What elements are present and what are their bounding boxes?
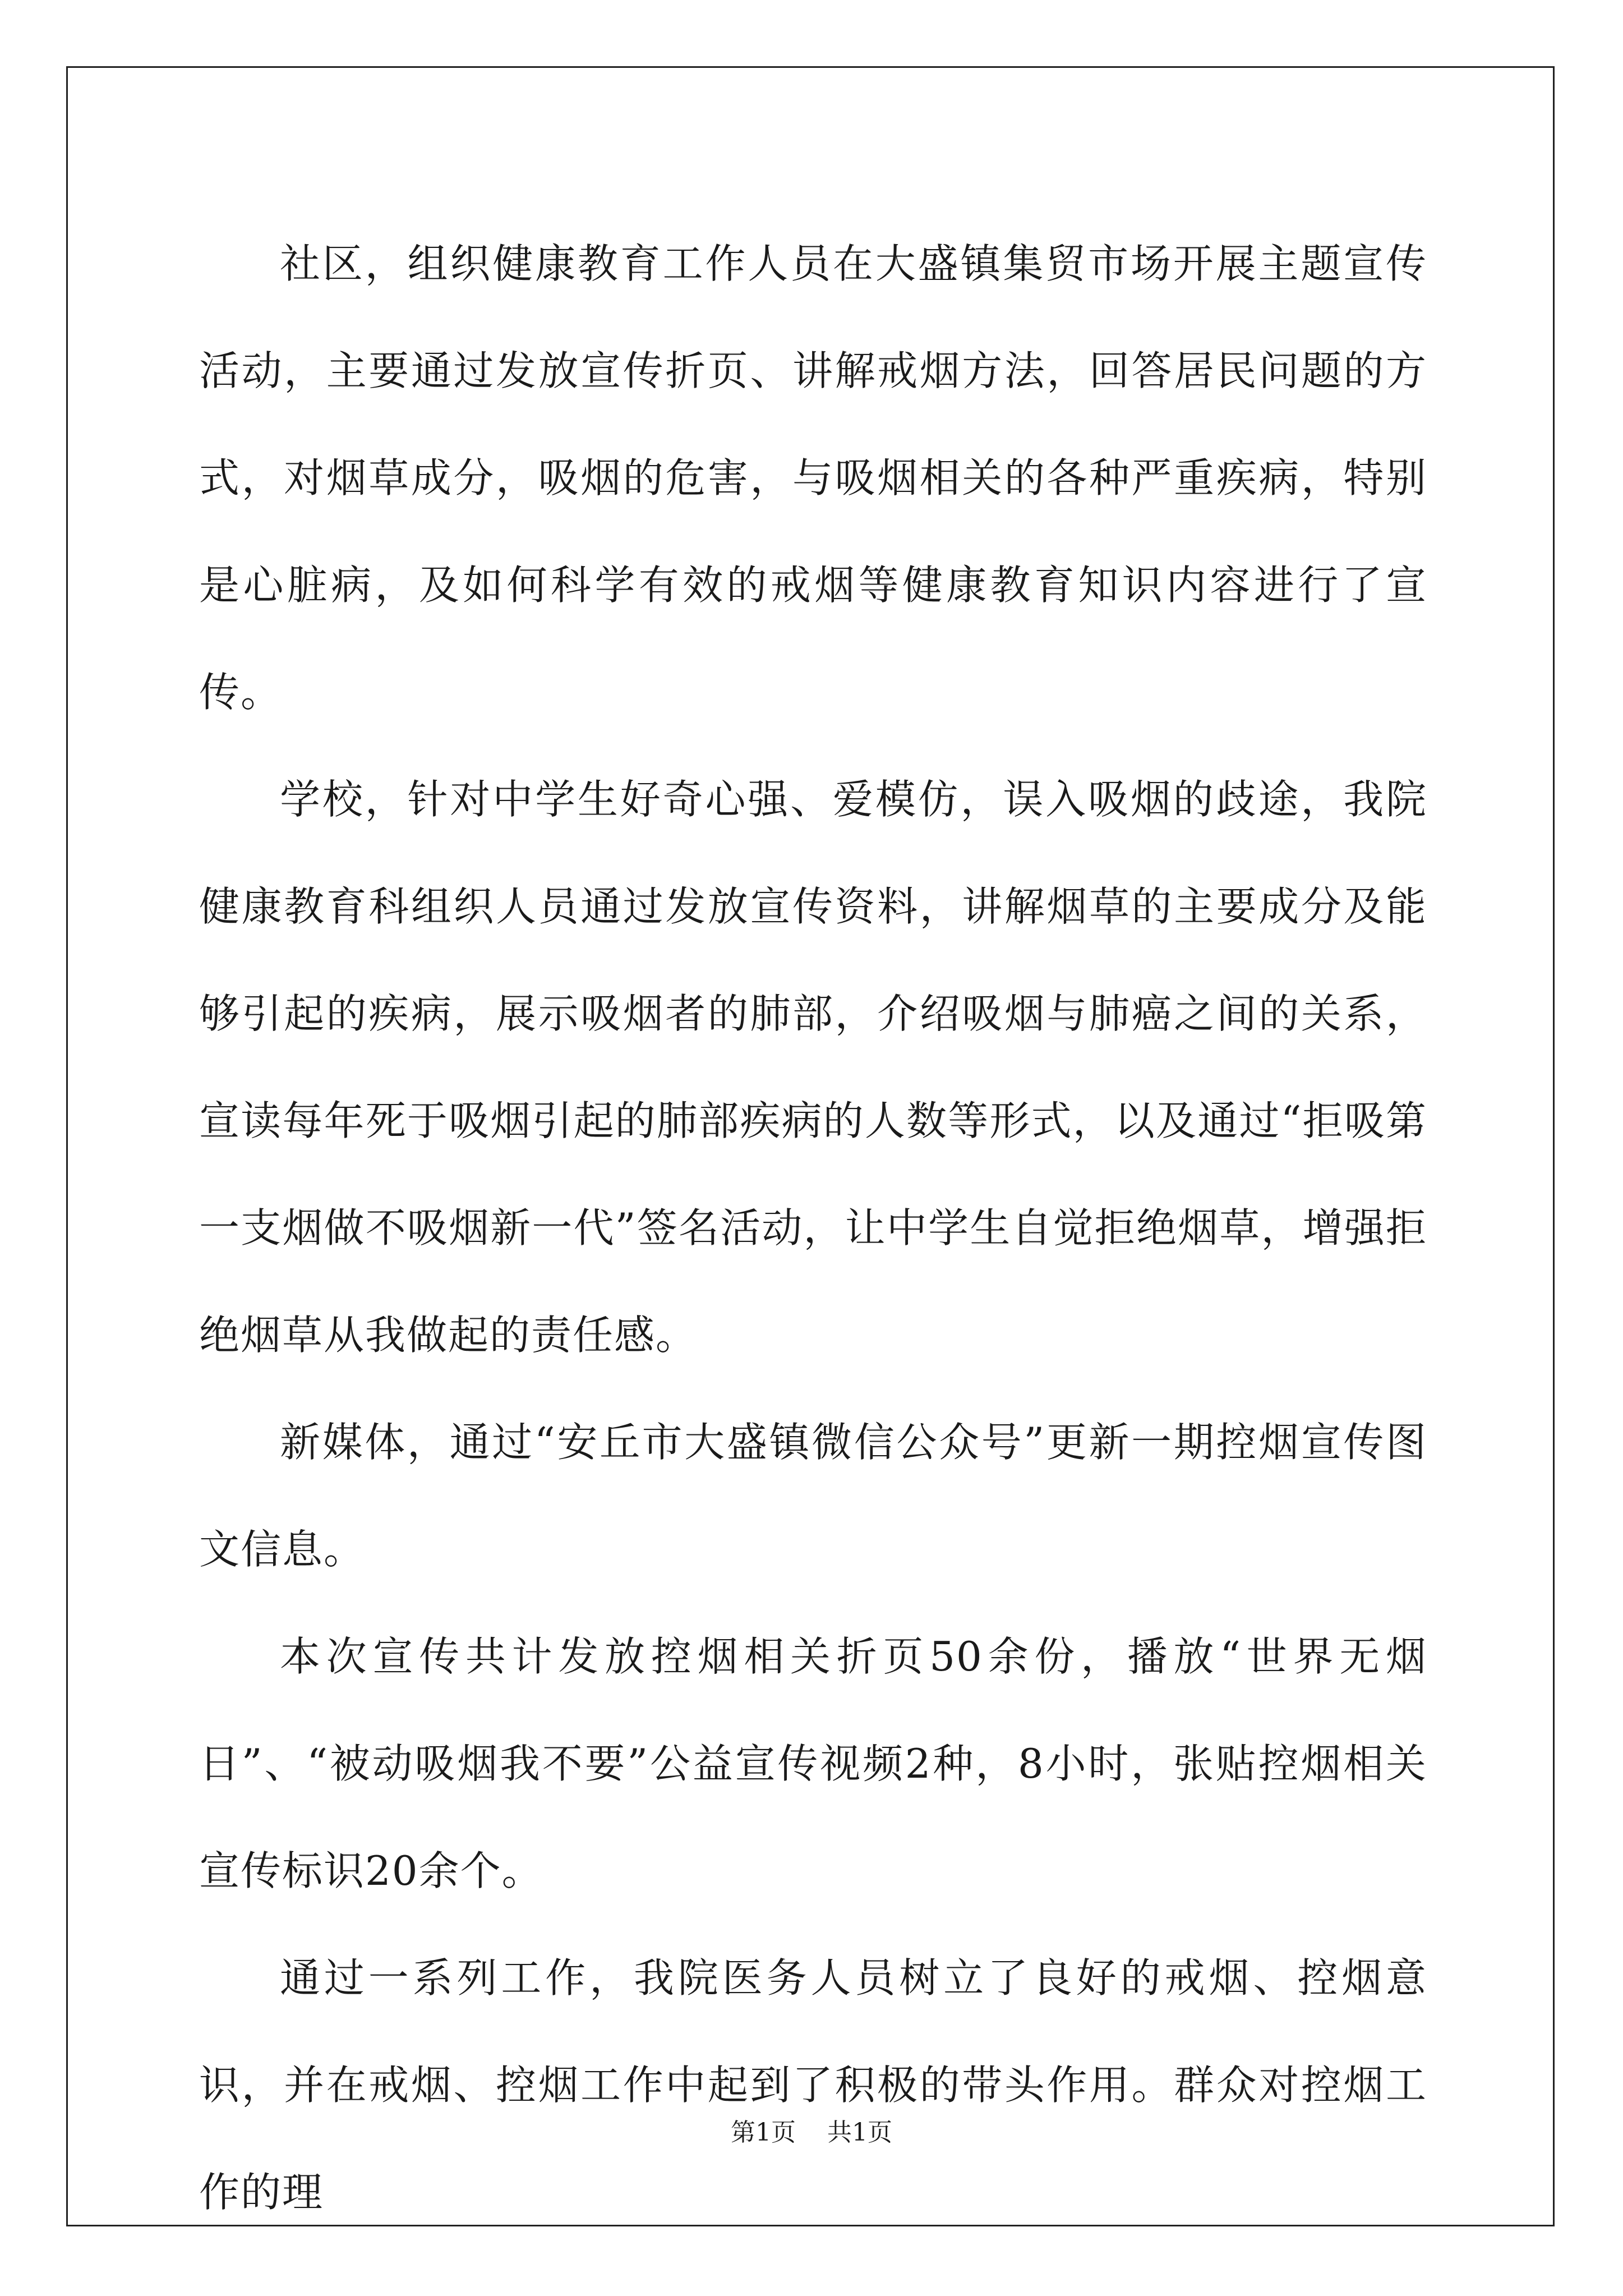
page-footer xyxy=(0,2116,1623,2150)
paragraph-statistics: 本次宣传共计发放控烟相关折页50余份，播放“世界无烟日”、“被动吸烟我不要”公益宣传视频2种，8小时，张贴控烟相关宣传标识20余个。 xyxy=(199,1633,1427,1894)
paragraph-community: 社区，组织健康教育工作人员在大盛镇集贸市场开展主题宣传活动，主要通过发放宣传折页、讲解戒烟方法，回答居民问题的方式，对烟草成分，吸烟的危害，与吸烟相关的各种严重疾病，特别是心脏病，及如何科学有效的戒烟等健康教育知识内容进行了宣传。 xyxy=(199,240,1427,716)
paragraph-new-media: 新媒体，通过“安丘市大盛镇微信公众号”更新一期控烟宣传图文信息。 xyxy=(199,1419,1427,1573)
paragraph-summary: 通过一系列工作，我院医务人员树立了良好的戒烟、控烟意识，并在戒烟、控烟工作中起到了积极的带头作用。群众对控烟工作的理 xyxy=(199,1954,1427,2216)
document-body xyxy=(199,210,1427,2246)
paragraph-school: 学校，针对中学生好奇心强、爱模仿，误入吸烟的歧途，我院健康教育科组织人员通过发放宣传资料，讲解烟草的主要成分及能够引起的疾病，展示吸烟者的肺部，介绍吸烟与肺癌之间的关系，宣读每年死于吸烟引起的肺部疾病的人数等形式，以及通过“拒吸第一支烟做不吸烟新一代”签名活动，让中学生自觉拒绝烟草，增强拒绝烟草从我做起的责任感。 xyxy=(199,776,1427,1359)
page-number-total: 共1页 xyxy=(827,2118,892,2147)
page-number-current: 第1页 xyxy=(731,2118,796,2147)
